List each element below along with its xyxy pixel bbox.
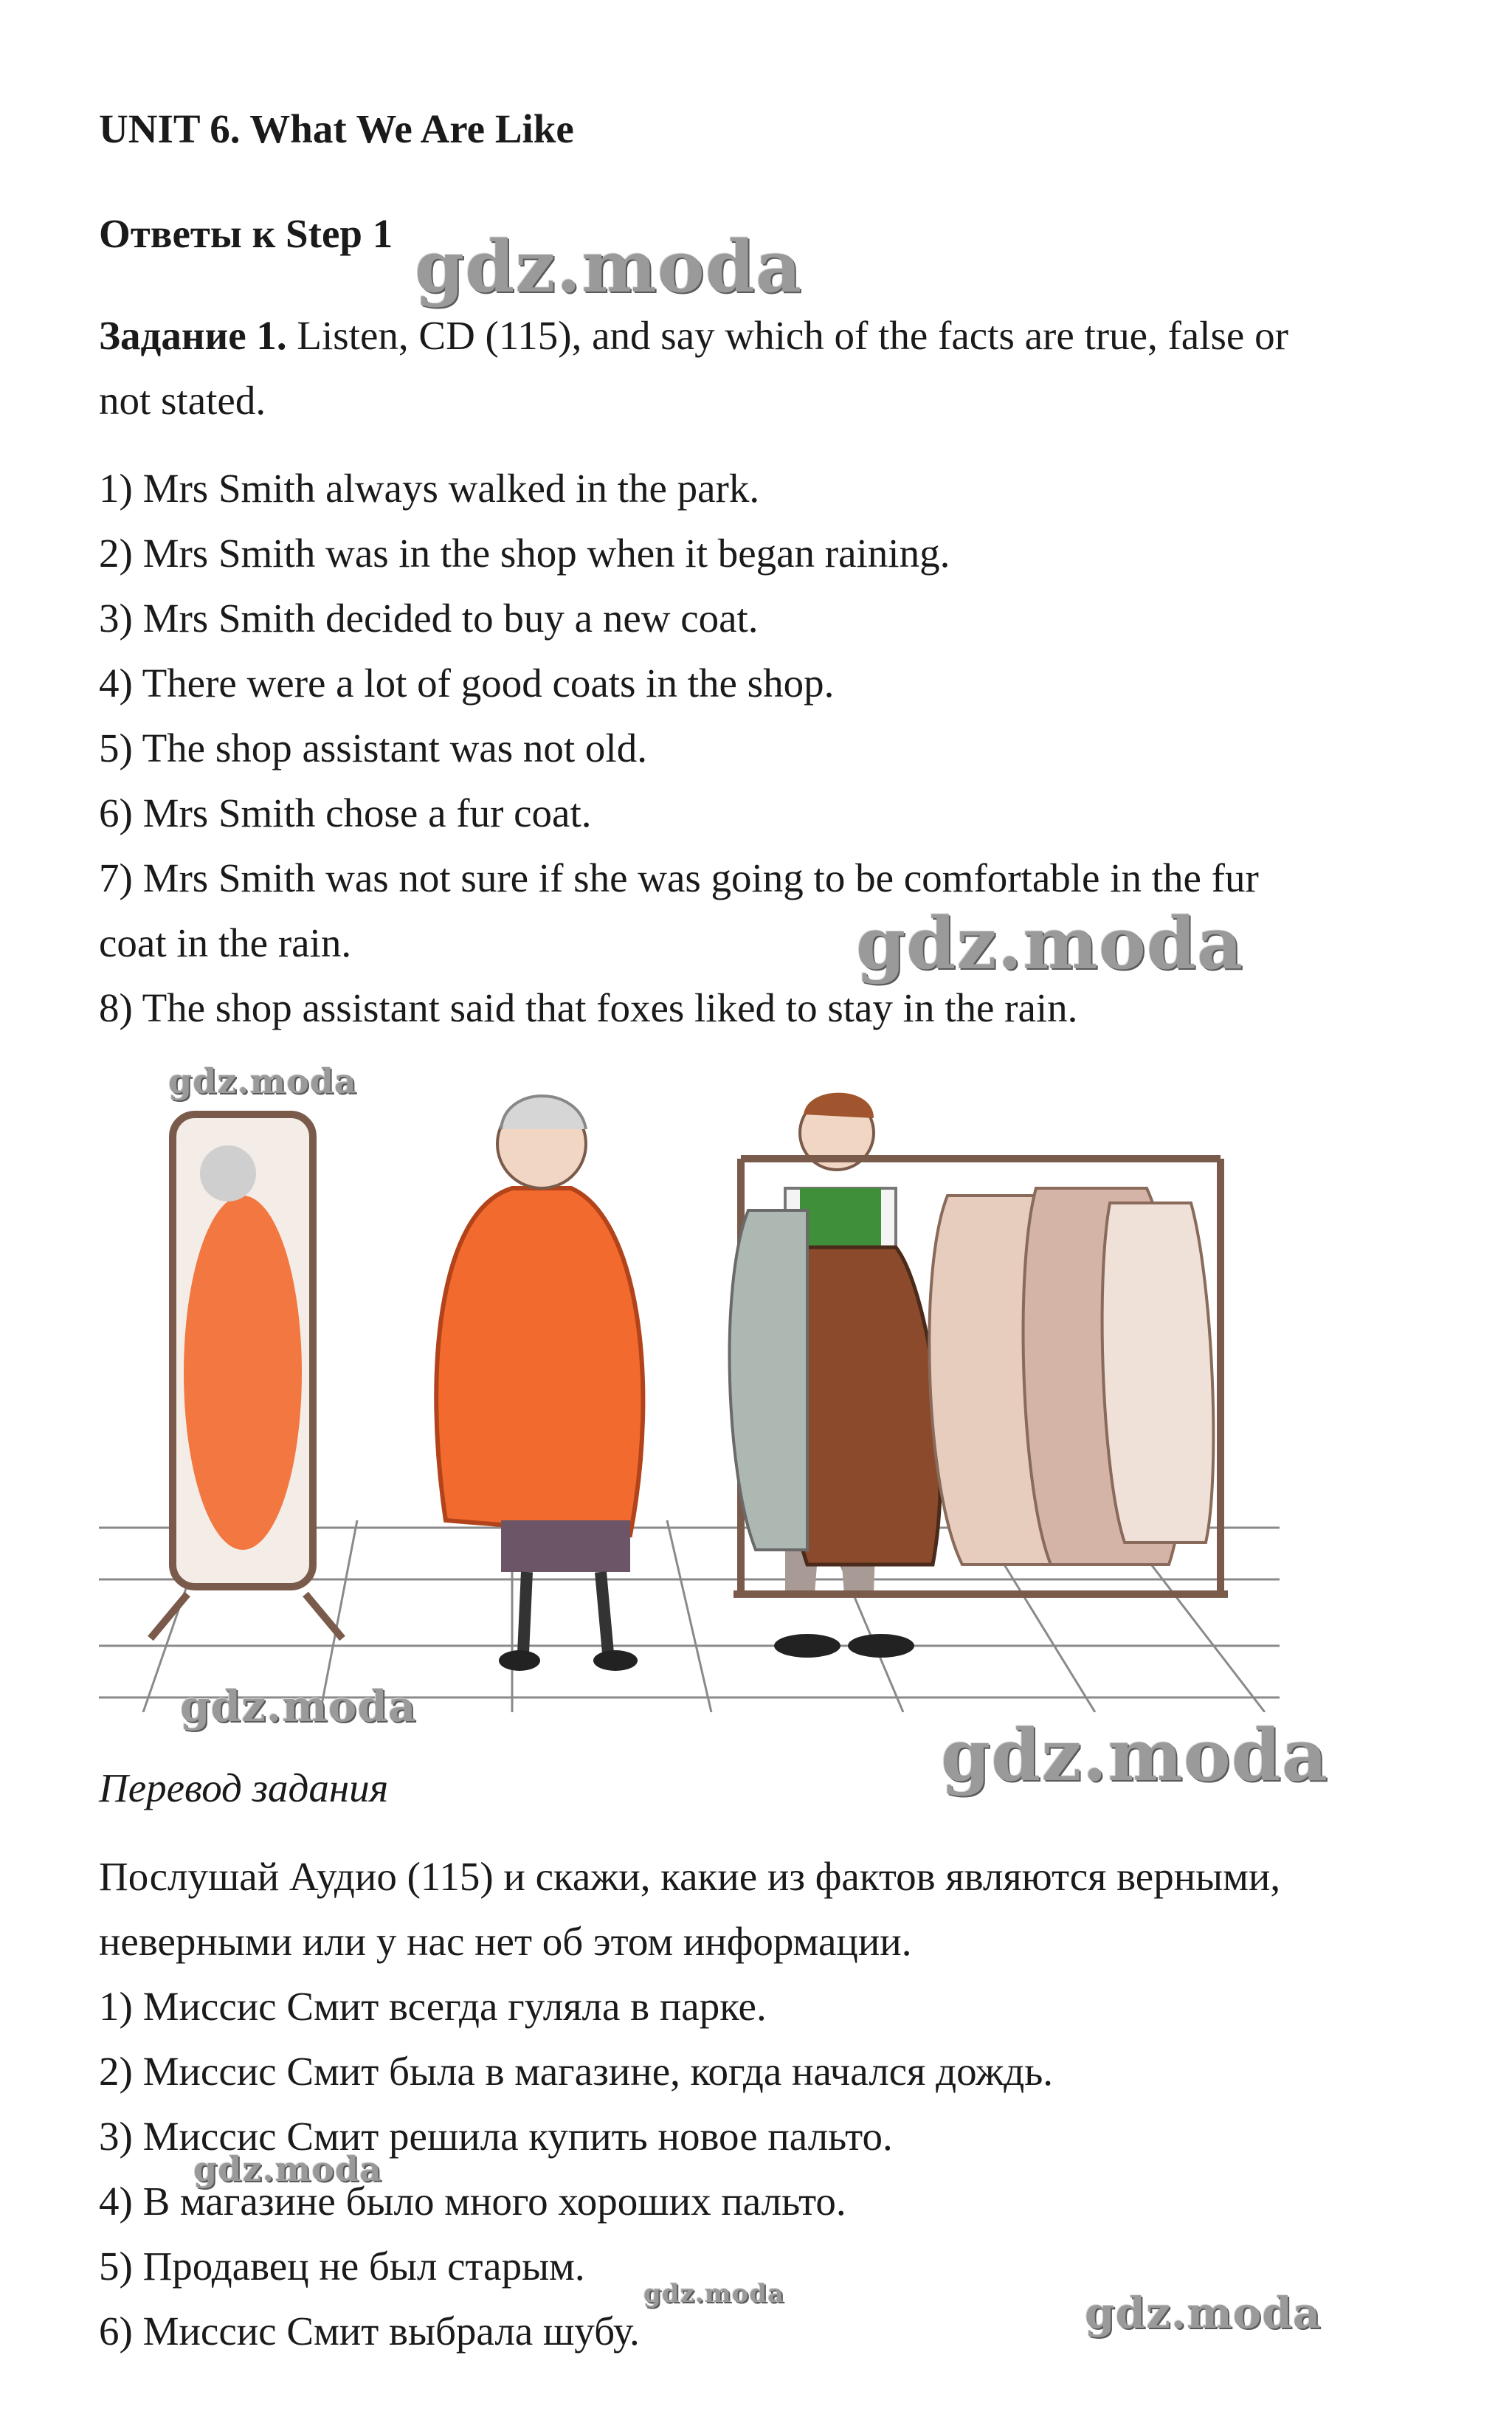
translation-item-3: 3) Миссис Смит решила купить новое пальто. [99, 2114, 893, 2159]
lady-in-fur-coat [436, 1096, 643, 1671]
task-text-1: Listen, CD (115), and say which of the facts are true, false or [286, 313, 1288, 358]
watermark: gdz.moda [168, 1061, 357, 1101]
step-heading: Ответы к Step 1 [99, 211, 393, 256]
translation-item-5: 5) Продавец не был старым. [99, 2244, 585, 2289]
task-label: Задание 1. [99, 313, 287, 358]
fact-8: 8) The shop assistant said that foxes liked to stay in the rain. [99, 985, 1078, 1030]
translation-item-6: 6) Миссис Смит выбрала шубу. [99, 2309, 640, 2354]
standing-mirror [151, 1114, 342, 1638]
fact-3: 3) Mrs Smith decided to buy a new coat. [99, 596, 759, 641]
translation-intro-2: неверными или у нас нет об этом информации. [99, 1919, 912, 1964]
task-line-1 [99, 310, 1288, 362]
task-line-2: not stated. [99, 378, 266, 423]
watermark: gdz.moda [643, 2279, 785, 2309]
fact-7-cont: coat in the rain. [99, 920, 352, 965]
shop-illustration [99, 1063, 1280, 1712]
translation-heading: Перевод задания [99, 1765, 389, 1810]
translation-item-1: 1) Миссис Смит всегда гуляла в парке. [99, 1984, 767, 2029]
watermark: gdz.moda [1085, 2288, 1322, 2338]
fact-1: 1) Mrs Smith always walked in the park. [99, 466, 760, 511]
translation-item-2: 2) Миссис Смит была в магазине, когда начался дождь. [99, 2049, 1054, 2094]
fact-6: 6) Mrs Smith chose a fur coat. [99, 790, 592, 835]
coat-rack [730, 1159, 1228, 1594]
watermark: gdz.moda [856, 902, 1244, 985]
watermark: gdz.moda [415, 225, 803, 308]
translation-intro-1: Послушай Аудио (115) и скажи, какие из фактов являются верными, [99, 1854, 1281, 1899]
watermark: gdz.moda [180, 1681, 417, 1731]
watermark: gdz.moda [193, 2149, 382, 2189]
fact-5: 5) The shop assistant was not old. [99, 725, 647, 770]
translation-item-4: 4) В магазине было много хороших пальто. [99, 2179, 846, 2224]
fact-2: 2) Mrs Smith was in the shop when it began raining. [99, 531, 950, 576]
fact-7: 7) Mrs Smith was not sure if she was going to be comfortable in the fur [99, 855, 1259, 900]
watermark: gdz.moda [941, 1714, 1329, 1797]
fact-4: 4) There were a lot of good coats in the shop. [99, 661, 835, 706]
unit-title: UNIT 6. What We Are Like [99, 106, 574, 151]
